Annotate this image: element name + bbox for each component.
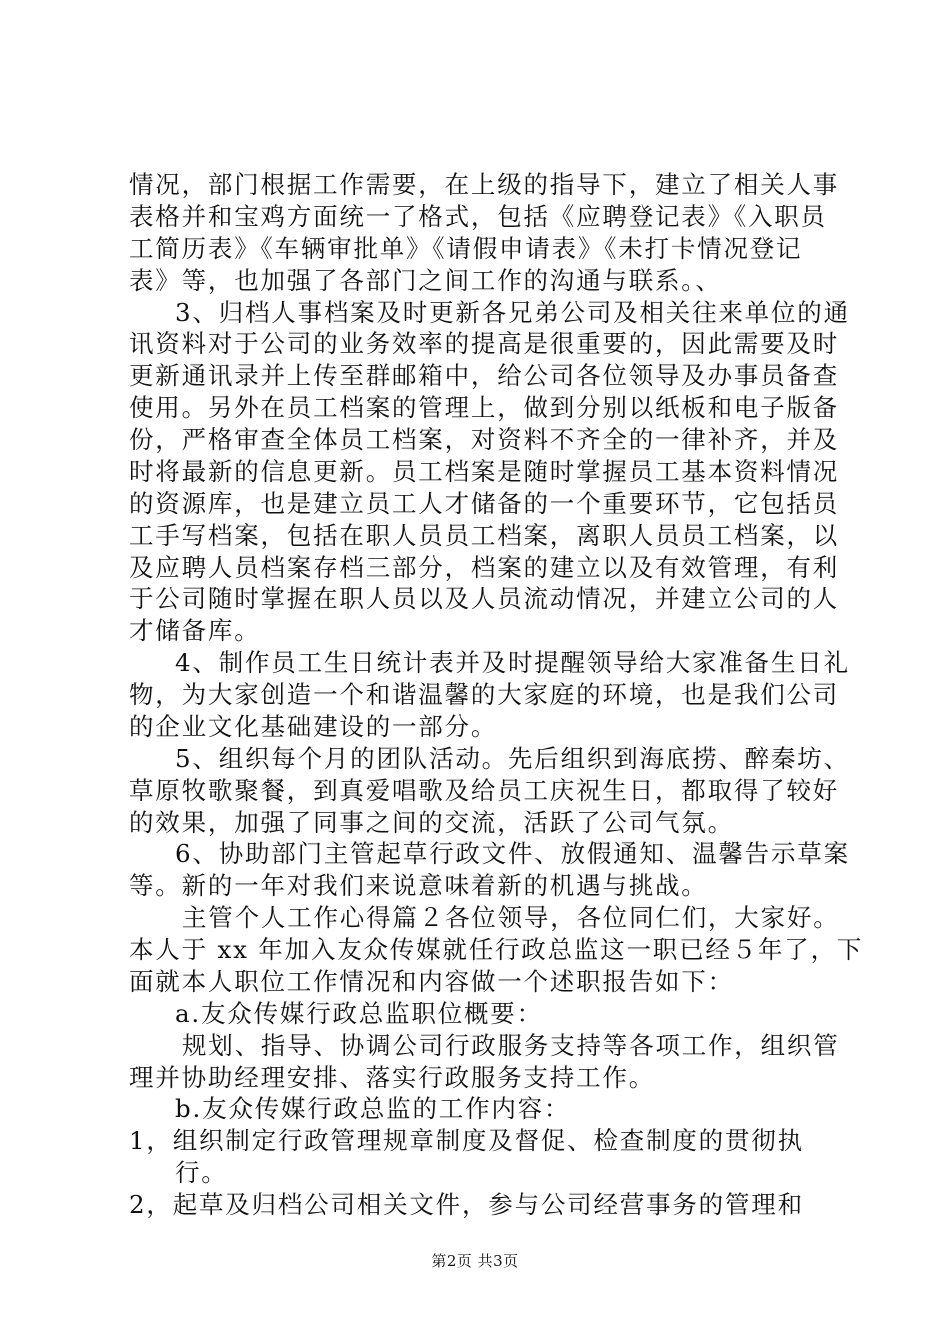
- text-line: 使用。另外在员工档案的管理上，做到分别以纸板和电子版备: [129, 393, 840, 422]
- text-line: 表格并和宝鸡方面统一了格式，包括《应聘登记表》《入职员: [129, 202, 827, 231]
- text-line: 更新通讯录并上传至群邮箱中，给公司各位领导及办事员备查: [129, 361, 840, 390]
- text-line: 及应聘人员档案存档三部分，档案的建立以及有效管理，有利: [129, 553, 840, 582]
- text-line: 的效果，加强了同事之间的交流，活跃了公司气氛。: [129, 808, 734, 837]
- text-line: 5、组织每个月的团队活动。先后组织到海底捞、醉秦坊、: [175, 744, 850, 773]
- text-line: 时将最新的信息更新。员工档案是随时掌握员工基本资料情况: [129, 457, 840, 486]
- text-line: 工手写档案，包括在职人员员工档案，离职人员员工档案，以: [129, 521, 840, 550]
- text-line: 表》等，也加强了各部门之间工作的沟通与联系。、: [129, 266, 722, 295]
- text-line: 6、协助部门主管起草行政文件、放假通知、温馨告示草案: [175, 839, 850, 868]
- text-line: 于公司随时掌握在职人员以及人员流动情况，并建立公司的人: [129, 584, 840, 613]
- text-line: 主管个人工作心得篇２各位领导，各位同仁们，大家好。: [182, 903, 840, 932]
- text-line: 1，组织制定行政管理规章制度及督促、检查制度的贯彻执: [129, 1126, 804, 1155]
- text-line: 本人于 xx 年加入友众传媒就任行政总监这一职已经５年了，下: [129, 935, 864, 964]
- text-line: 草原牧歌聚餐，到真爱唱歌及给员工庆祝生日，都取得了较好: [129, 776, 840, 805]
- text-line: a.友众传媒行政总监职位概要：: [175, 999, 543, 1028]
- text-line: 份，严格审查全体员工档案，对资料不齐全的一律补齐，并及: [129, 425, 840, 454]
- text-line: 行。: [175, 1158, 228, 1187]
- text-line: 的企业文化基础建设的一部分。: [129, 712, 498, 741]
- text-line: 才储备库。: [129, 616, 261, 645]
- text-line: 工简历表》《车辆审批单》《请假申请表》《未打卡情况登记: [129, 234, 803, 263]
- text-line: 面就本人职位工作情况和内容做一个述职报告如下：: [129, 967, 734, 996]
- text-line: 物，为大家创造一个和谐温馨的大家庭的环境，也是我们公司: [129, 680, 840, 709]
- text-line: 3、归档人事档案及时更新各兄弟公司及相关往来单位的通: [175, 298, 850, 327]
- page-footer: 第2页 共3页: [431, 1252, 519, 1270]
- text-line: 理并协助经理安排、落实行政服务支持工作。: [129, 1063, 655, 1092]
- text-line: b.友众传媒行政总监的工作内容：: [175, 1094, 571, 1123]
- text-line: 2，起草及归档公司相关文件，参与公司经营事务的管理和: [129, 1190, 804, 1219]
- text-line: 4、制作员工生日统计表并及时提醒领导给大家准备生日礼: [175, 648, 850, 677]
- text-line: 情况，部门根据工作需要，在上级的指导下，建立了相关人事: [129, 170, 840, 199]
- text-line: 等。新的一年对我们来说意味着新的机遇与挑战。: [129, 871, 708, 900]
- text-line: 的资源库，也是建立员工人才储备的一个重要环节，它包括员: [129, 489, 840, 518]
- text-line: 规划、指导、协调公司行政服务支持等各项工作，组织管: [182, 1031, 840, 1060]
- text-line: 讯资料对于公司的业务效率的提高是很重要的，因此需要及时: [129, 329, 840, 358]
